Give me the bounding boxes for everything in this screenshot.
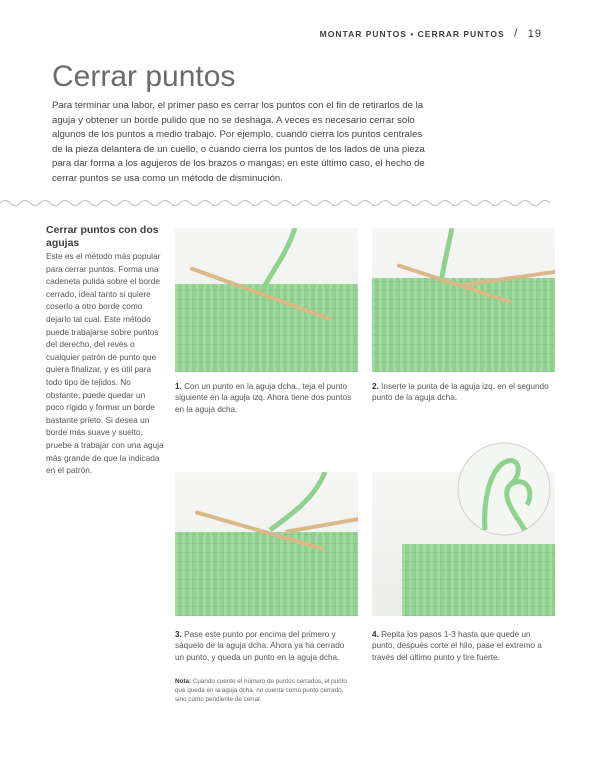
step-2-photo	[372, 228, 555, 372]
step-4-text: Repita los pasos 1-3 hasta que quede un punto, después corte el hilo, pase el extremo a través del último punto y tire fuerte.	[372, 630, 542, 662]
step-2-number: 2.	[372, 382, 379, 391]
step-1-photo	[175, 228, 358, 372]
note-box	[175, 678, 355, 704]
step-1-text: Con un punto en la aguja dcha., teja el punto siguiente en la aguja izq. Ahora tiene dos puntos en la aguja dcha.	[175, 382, 352, 414]
wave-divider	[0, 196, 600, 210]
running-header	[320, 26, 542, 40]
header-divider: /	[514, 26, 519, 40]
page-title: Cerrar puntos	[52, 60, 236, 93]
step-2-text: Inserte la punta de la aguja izq. en el segundo punto de la aguja dcha.	[372, 382, 549, 403]
intro-paragraph: Para terminar una labor, el primer paso es cerrar los puntos con el fin de retirarlos de la aguja y obtener un borde pulido que no se deshaga. A veces es necesario cerrar solo algunos de los puntos a medio trabajo. Por ejemplo, cuando cierra los puntos centrales de la pieza delantera de un cuello, o cuando cierra los puntos de los lados de una pieza para dar forma a los agujeros de los brazos o mangas; en este último caso, el hecho de cerrar puntos se usa como un método de disminución.	[52, 100, 425, 184]
step-3-caption	[175, 629, 353, 663]
step-3-number: 3.	[175, 630, 182, 639]
section-title: Cerrar puntos con dos agujas	[46, 224, 159, 249]
step-3-photo	[175, 472, 358, 616]
page-number: 19	[527, 28, 542, 40]
note-label: Nota:	[175, 678, 192, 685]
section-text: Este es el método más popular para cerrar puntos. Forma una cadeneta pulida sobre el borde cerrado, ideal tanto si quiere coserlo a otro borde como dejarlo tal cual. Este método puede trabajarse sobre puntos del derecho, del revés o cualquier patrón de punto que quiera finalizar, y es útil para todo tipo de tejidos. No obstante, puede quedar un poco rígido y formar un borde bastante prieto. Si desea un borde más suave y suelto, pruebe a trabajar con una aguja más grande de que la indicada en el patrón.	[46, 251, 164, 476]
step-3-text: Pase este punto por encima del primero y sáquelo de la aguja dcha. Ahora ya ha cerrado un punto, y queda un punto en la aguja dcha.	[175, 630, 345, 662]
step-1-number: 1.	[175, 382, 182, 391]
header-section: MONTAR PUNTOS • CERRAR PUNTOS	[319, 29, 505, 39]
step-4-number: 4.	[372, 630, 379, 639]
step-4-detail-circle	[455, 440, 553, 538]
step-1-caption	[175, 381, 353, 415]
step-4-caption	[372, 629, 550, 663]
note-text: Cuando cuente el número de puntos cerrados, el punto que queda en la aguja dcha. no cuenta como punto cerrado, sino como pendiente de cerrar.	[175, 678, 347, 703]
step-2-caption	[372, 381, 550, 404]
